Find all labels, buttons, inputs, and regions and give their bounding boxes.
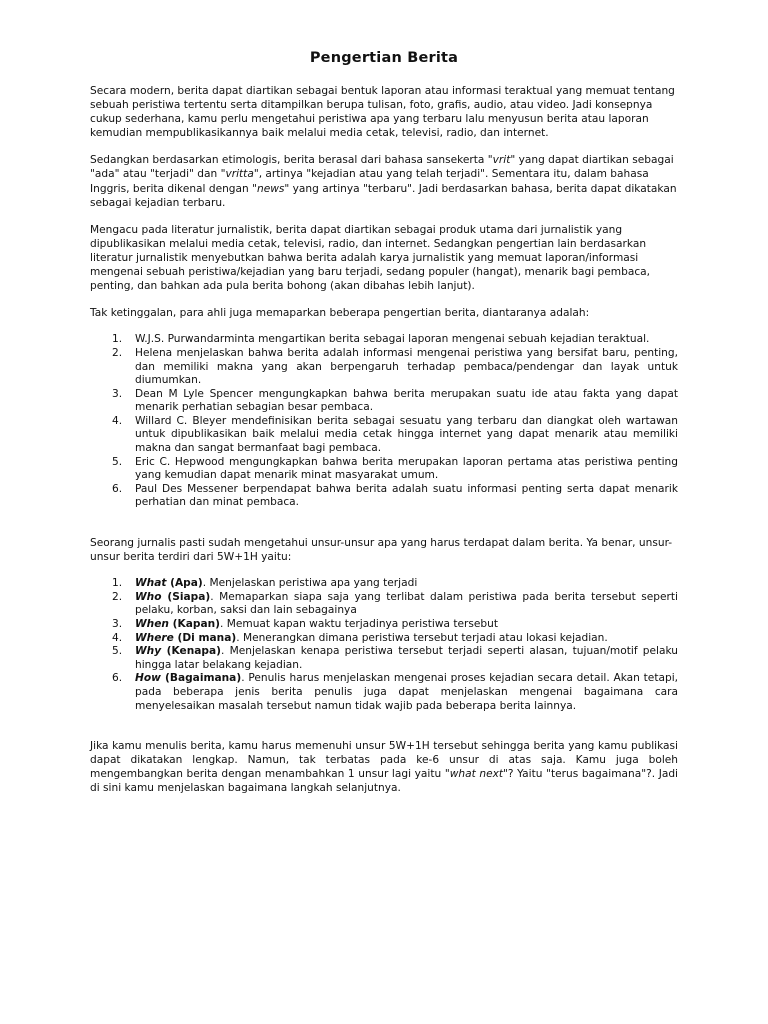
term-vrit: vrit <box>492 154 511 167</box>
list-item <box>90 388 678 415</box>
paragraph-etymology <box>90 153 678 209</box>
list-item <box>90 672 678 713</box>
list-number: 2. <box>112 346 123 359</box>
text-run: " yang artinya "terbaru". Jadi berdasarkan bahasa, berita dapat dikatakan sebagai kejadian terbaru. <box>90 182 677 209</box>
term-english: When <box>135 618 169 630</box>
list-number: 4. <box>112 631 123 644</box>
list-item-text: W.J.S. Purwandarminta mengartikan berita sebagai laporan mengenai sebuah kejadian teraktual. <box>135 333 650 346</box>
list-item-text: . Menerangkan dimana peristiwa tersebut terjadi atau lokasi kejadian. <box>236 631 608 644</box>
list-number: 3. <box>112 618 123 630</box>
list-item <box>90 415 678 456</box>
list-number: 1. <box>112 577 123 590</box>
list-item-term <box>135 577 203 589</box>
term-english: Why <box>135 645 162 658</box>
list-item-term <box>135 591 210 603</box>
list-item-text: Eric C. Hepwood mengungkapkan bahwa berita merupakan laporan pertama atas peristiwa penting yang kemudian dapat menarik minat masyarakat umum. <box>135 455 678 482</box>
document-page <box>90 50 678 809</box>
paragraph-5w1h-intro: Seorang jurnalis pasti sudah mengetahui unsur-unsur apa yang harus terdapat dalam berita. Ya benar, unsur-unsur berita terdiri dari 5W+1H yaitu: <box>90 537 673 564</box>
term-english: Where <box>135 631 174 644</box>
term-indonesian: (Kapan) <box>168 618 220 630</box>
text-run: Jika kamu menulis berita, kamu harus memenuhi unsur 5W+1H tersebut sehingga berita yang kamu publikasi dapat dikatakan lengkap. Namun, tak terbatas pada ke-6 unsur di atas saja. Kamu juga boleh mengembangkan berita dengan menambahkan 1 unsur lagi yaitu " <box>90 740 678 781</box>
text-run: Sedangkan berdasarkan etimologis, berita berasal dari bahasa sansekerta " <box>90 154 493 167</box>
text-run: ", artinya "kejadian atau yang telah terjadi". Sementara itu, dalam bahasa Inggris, berita dikenal dengan " <box>90 168 649 195</box>
term-english: What <box>135 577 167 590</box>
list-item-term <box>135 632 236 644</box>
list-item-text: . Memaparkan siapa saja yang terlibat dalam peristiwa pada berita tersebut seperti pelaku, korban, saksi dan lain sebagainya <box>135 590 679 617</box>
list-item <box>90 577 678 591</box>
list-number: 3. <box>112 387 123 400</box>
list-number: 5. <box>112 645 123 658</box>
list-item <box>90 645 678 672</box>
list-item-text: Willard C. Bleyer mendefinisikan berita sebagai sesuatu yang terbaru dan diangkat oleh wartawan untuk dipublikasikan baik melalui media cetak hingga internet yang dapat menarik atau memiliki makna dan sangat bermanfaat bagi pembaca. <box>135 414 678 455</box>
list-item-text: . Memuat kapan waktu terjadinya peristiwa tersebut <box>219 618 498 630</box>
paragraph-journalism-literature: Mengacu pada literatur jurnalistik, berita dapat diartikan sebagai produk utama dari jurnalistik yang dipublikasikan melalui media cetak, televisi, radio, dan internet. Sedangkan pengertian lain berdasarkan literatur jurnalistik menyebutkan bahwa berita adalah karya jurnalistik yang memuat laporan/informasi mengenai sebuah peristiwa/kejadian yang baru terjadi, sedang populer (hangat), menarik bagi pembaca, penting, dan bahkan ada pula berita bohong (akan dibahas lebih lanjut). <box>90 223 651 293</box>
term-what-next: what next <box>449 768 504 781</box>
text-run: "? Yaitu "terus bagaimana"?. Jadi di sini kamu menjelaskan bagaimana langkah selanjutnya. <box>90 768 678 795</box>
list-number: 1. <box>112 333 123 346</box>
document-title: Pengertian Berita <box>309 50 459 66</box>
paragraph-what-next <box>90 739 678 795</box>
term-vritta: vritta <box>225 168 254 181</box>
list-item <box>90 456 678 483</box>
experts-list <box>90 333 678 510</box>
list-number: 4. <box>112 414 123 427</box>
list-item <box>90 591 678 618</box>
list-item <box>90 618 678 632</box>
list-item-text: . Menjelaskan kenapa peristiwa tersebut terjadi seperti alasan, tujuan/motif pelaku hingga latar belakang kejadian. <box>135 645 678 671</box>
list-item <box>90 347 678 388</box>
paragraph-experts-intro: Tak ketinggalan, para ahli juga memaparkan beberapa pengertian berita, diantaranya adalah: <box>90 307 590 320</box>
paragraph-modern-definition: Secara modern, berita dapat diartikan sebagai bentuk laporan atau informasi teraktual yang memuat tentang sebuah peristiwa tertentu serta ditampilkan berupa tulisan, foto, grafis, audio, atau video. Jadi konsepnya cukup sederhana, kamu perlu mengetahui peristiwa apa yang terbaru lalu menyusun berita atau laporan kemudian mempublikasikannya baik melalui media cetak, televisi, radio, dan internet. <box>90 85 675 140</box>
term-indonesian: (Siapa) <box>161 590 211 603</box>
list-number: 6. <box>112 482 123 495</box>
list-item-text: . Penulis harus menjelaskan mengenai proses kejadian secara detail. Akan tetapi, pada beberapa jenis berita penulis juga dapat menjelaskan mengenai bagaimana cara menyelesaikan masalah tersebut namun tidak wajib pada beberapa berita lainnya. <box>135 672 679 712</box>
list-item-text: Paul Des Messener berpendapat bahwa berita adalah suatu informasi penting serta dapat menarik perhatian dan minat pembaca. <box>135 482 678 509</box>
term-indonesian: (Apa) <box>166 577 203 590</box>
list-number: 6. <box>112 672 123 685</box>
list-item-term <box>135 645 221 657</box>
term-english: Who <box>135 590 162 603</box>
elements-5w1h-list <box>90 577 678 713</box>
list-item-term <box>135 618 220 630</box>
list-item <box>90 333 678 347</box>
list-number: 2. <box>112 590 123 603</box>
term-indonesian: (Kenapa) <box>161 645 221 658</box>
list-item-text: Dean M Lyle Spencer mengungkapkan bahwa berita merupakan suatu ide atau fakta yang dapat menarik perhatian sebagian besar pembaca. <box>135 387 678 414</box>
term-english: How <box>135 672 161 685</box>
term-indonesian: (Bagaimana) <box>160 672 242 685</box>
list-number: 5. <box>112 455 123 468</box>
list-item-text: Helena menjelaskan bahwa berita adalah informasi mengenai peristiwa yang bersifat baru, penting, dan memiliki makna yang akan berpengaruh terhadap pembaca/pendengar dan layak untuk diumumkan. <box>135 346 678 387</box>
term-news: news <box>256 182 285 195</box>
term-indonesian: (Di mana) <box>173 631 237 644</box>
text-run: " yang dapat diartikan sebagai "ada" atau "terjadi" dan " <box>90 154 674 181</box>
list-item-text: . Menjelaskan peristiwa apa yang terjadi <box>202 577 418 590</box>
list-item <box>90 483 678 510</box>
list-item-term <box>135 672 241 684</box>
list-item <box>90 632 678 646</box>
